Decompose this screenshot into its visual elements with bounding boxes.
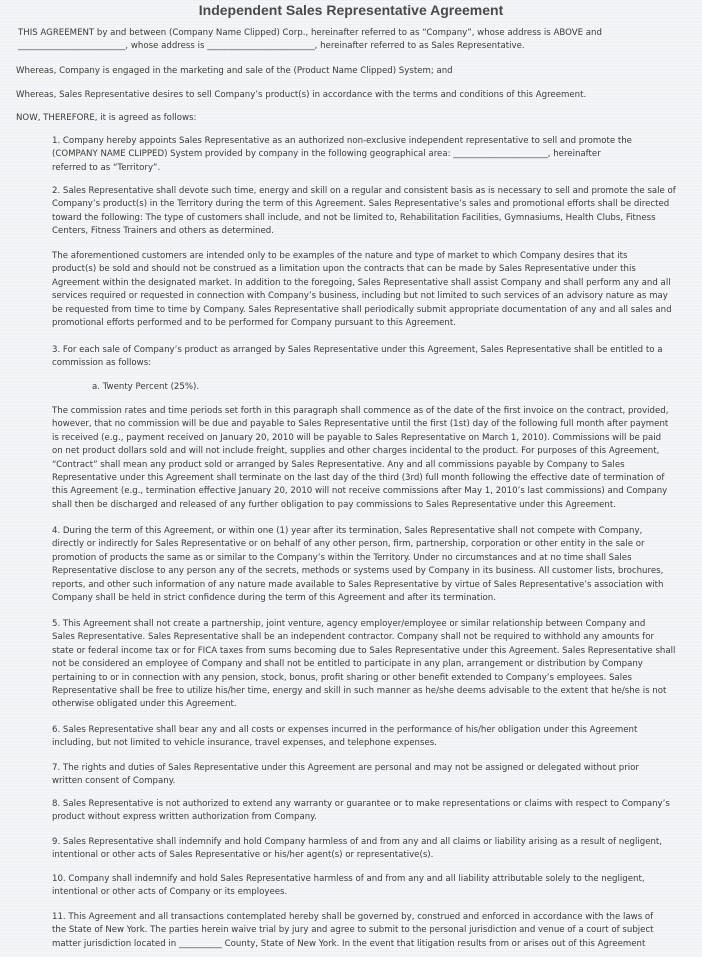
clause-1: 1. Company hereby appoints Sales Representative as an authorized non-exclusive independent representative to sell and promote the (COMPANY NAME CLIPPED) System provided by company in the following geographical area: ______________________, hereinafter referred to as “Territory”. — [52, 136, 632, 173]
clause-3: 3. For each sale of Company’s product as arranged by Sales Representative under this Agreement, Sales Representative shall be entitled to a commission as follows: — [52, 345, 663, 369]
whereas-paragraph-2: Whereas, Sales Representative desires to sell Company’s product(s) in accordance with the terms and conditions of this Agreement. — [16, 90, 587, 100]
clause-4: 4. During the term of this Agreement, or within one (1) year after its termination, Sales Representative shall not compete with Company, directly or indirectly for Sales Representative or on behalf of any other person, firm, partnership, corporation or other entity in the sale or promotion of products the same as or similar to the Company’s within the Territory. Under no circumstances and at no time shall Sales Representative disclose to any person any of the secrets, methods or systems used by Company in its business. All customer lists, brochures, reports, and other such information of any nature made available to Sales Representative by virtue of Sales Representative’s association with Company shall be held in strict confidence during the term of this Agreement and after its termination. — [52, 526, 664, 604]
whereas-paragraph-1: Whereas, Company is engaged in the marketing and sale of the (Product Name Clipped) System; and — [16, 66, 453, 76]
intro-paragraph: THIS AGREEMENT by and between (Company Name Clipped) Corp., hereinafter referred to as “Company”, whose address is ABOVE and _________________________, whose address is _________________________, hereinafter referred to as Sales Representative. — [18, 28, 602, 52]
clause-5: 5. This Agreement shall not create a partnership, joint venture, agency employer/employee or similar relationship between Company and Sales Representative. Sales Representative shall be an independent contractor. Company shall not be required to withhold any amounts for state or federal income tax or for FICA taxes from sums becoming due to Sales Representative under this Agreement. Sales Representative shall not be considered an employee of Company and shall not be entitled to participate in any plan, arrangement or distribution by Company pertaining to or in connection with any pension, stock, bonus, profit sharing or other benefit extended to Company’s employees. Sales Representative shall be free to utilize his/her time, energy and skill in such manner as he/she deems advisable to the extent that he/she is not otherwise obligated under this Agreement. — [52, 619, 676, 710]
clause-2: 2. Sales Representative shall devote such time, energy and skill on a regular and consistent basis as is necessary to sell and promote the sale of Company’s product(s) in the Territory during the term of this Agreement. Sales Representative’s sales and promotional efforts shall be directed toward the following: The type of customers shall include, and not be limited to, Rehabilitation Facilities, Gymnasiums, Health Clubs, Fitness Centers, Fitness Trainers and others as determined. — [52, 186, 676, 237]
clause-7: 7. The rights and duties of Sales Representative under this Agreement are personal and may not be assigned or delegated without prior written consent of Company. — [52, 763, 639, 787]
now-therefore-paragraph: NOW, THEREFORE, it is agreed as follows: — [16, 113, 197, 123]
clause-10: 10. Company shall indemnify and hold Sales Representative harmless of and from any and all liability attributable solely to the negligent, intentional or other acts of Company or its employees. — [52, 874, 645, 898]
clause-2-continuation: The aforementioned customers are intended only to be examples of the nature and type of market to which Company desires that its product(s) be sold and should not be construed as a limitation upon the contracts that can be made by Sales Representative under this Agreement within the designated market. In addition to the foregoing, Sales Representative shall assist Company and shall perform any and all services required or requested in connection with Company’s business, including but not limited to such services of an advisory nature as may be requested from time to time by Company. Sales Representative shall periodically submit appropriate documentation of any and all sales and promotional efforts performed and to be performed for Company pursuant to this Agreement. — [52, 251, 672, 329]
clause-8: 8. Sales Representative is not authorized to extend any warranty or guarantee or to make representations or claims with respect to Company’s product without express written authorization from Company. — [52, 799, 670, 823]
clause-3-commission-terms: The commission rates and time periods set forth in this paragraph shall commence as of the date of the first invoice on the contract, provided, however, that no commission will be due and payable to Sales Representative until the first (1st) day of the following full month after payment is received (e.g., payment received on January 20, 2010 will be payable to Sales Representative on March 1, 2010). Commissions will be paid on net product dollars sold and will not include freight, supplies and other charges incidental to the product. For purposes of this Agreement, “Contract” shall mean any product sold or arranged by Sales Representative. Any and all commissions payable by Company to Sales Representative under this Agreement shall terminate on the last day of the third (3rd) full month following the effective date of termination of this Agreement (e.g., termination effective January 20, 2010 will not receive commissions after May 1, 2010’s last commissions) and Company shall then be discharged and released of any further obligation to pay commissions to Sales Representative under this Agreement. — [52, 406, 669, 510]
clause-11: 11. This Agreement and all transactions contemplated hereby shall be governed by, construed and enforced in accordance with the laws of the State of New York. The parties herein waive trial by jury and agree to submit to the personal jurisdiction and venue of a court of subject matter jurisdiction located in __________ County, State of New York. In the event that litigation results from or arises out of this Agreement — [52, 912, 654, 949]
clause-9: 9. Sales Representative shall indemnify and hold Company harmless of and from any and all claims or liability arising as a result of negligent, intentional or other acts of Sales Representative or his/her agent(s) or representative(s). — [52, 837, 663, 861]
document-title: Independent Sales Representative Agreement — [198, 2, 504, 18]
clause-6: 6. Sales Representative shall bear any and all costs or expenses incurred in the performance of his/her obligation under this Agreement including, but not limited to vehicle insurance, travel expenses, and telephone expenses. — [52, 725, 638, 749]
clause-3-item-a: a. Twenty Percent (25%). — [92, 382, 200, 392]
